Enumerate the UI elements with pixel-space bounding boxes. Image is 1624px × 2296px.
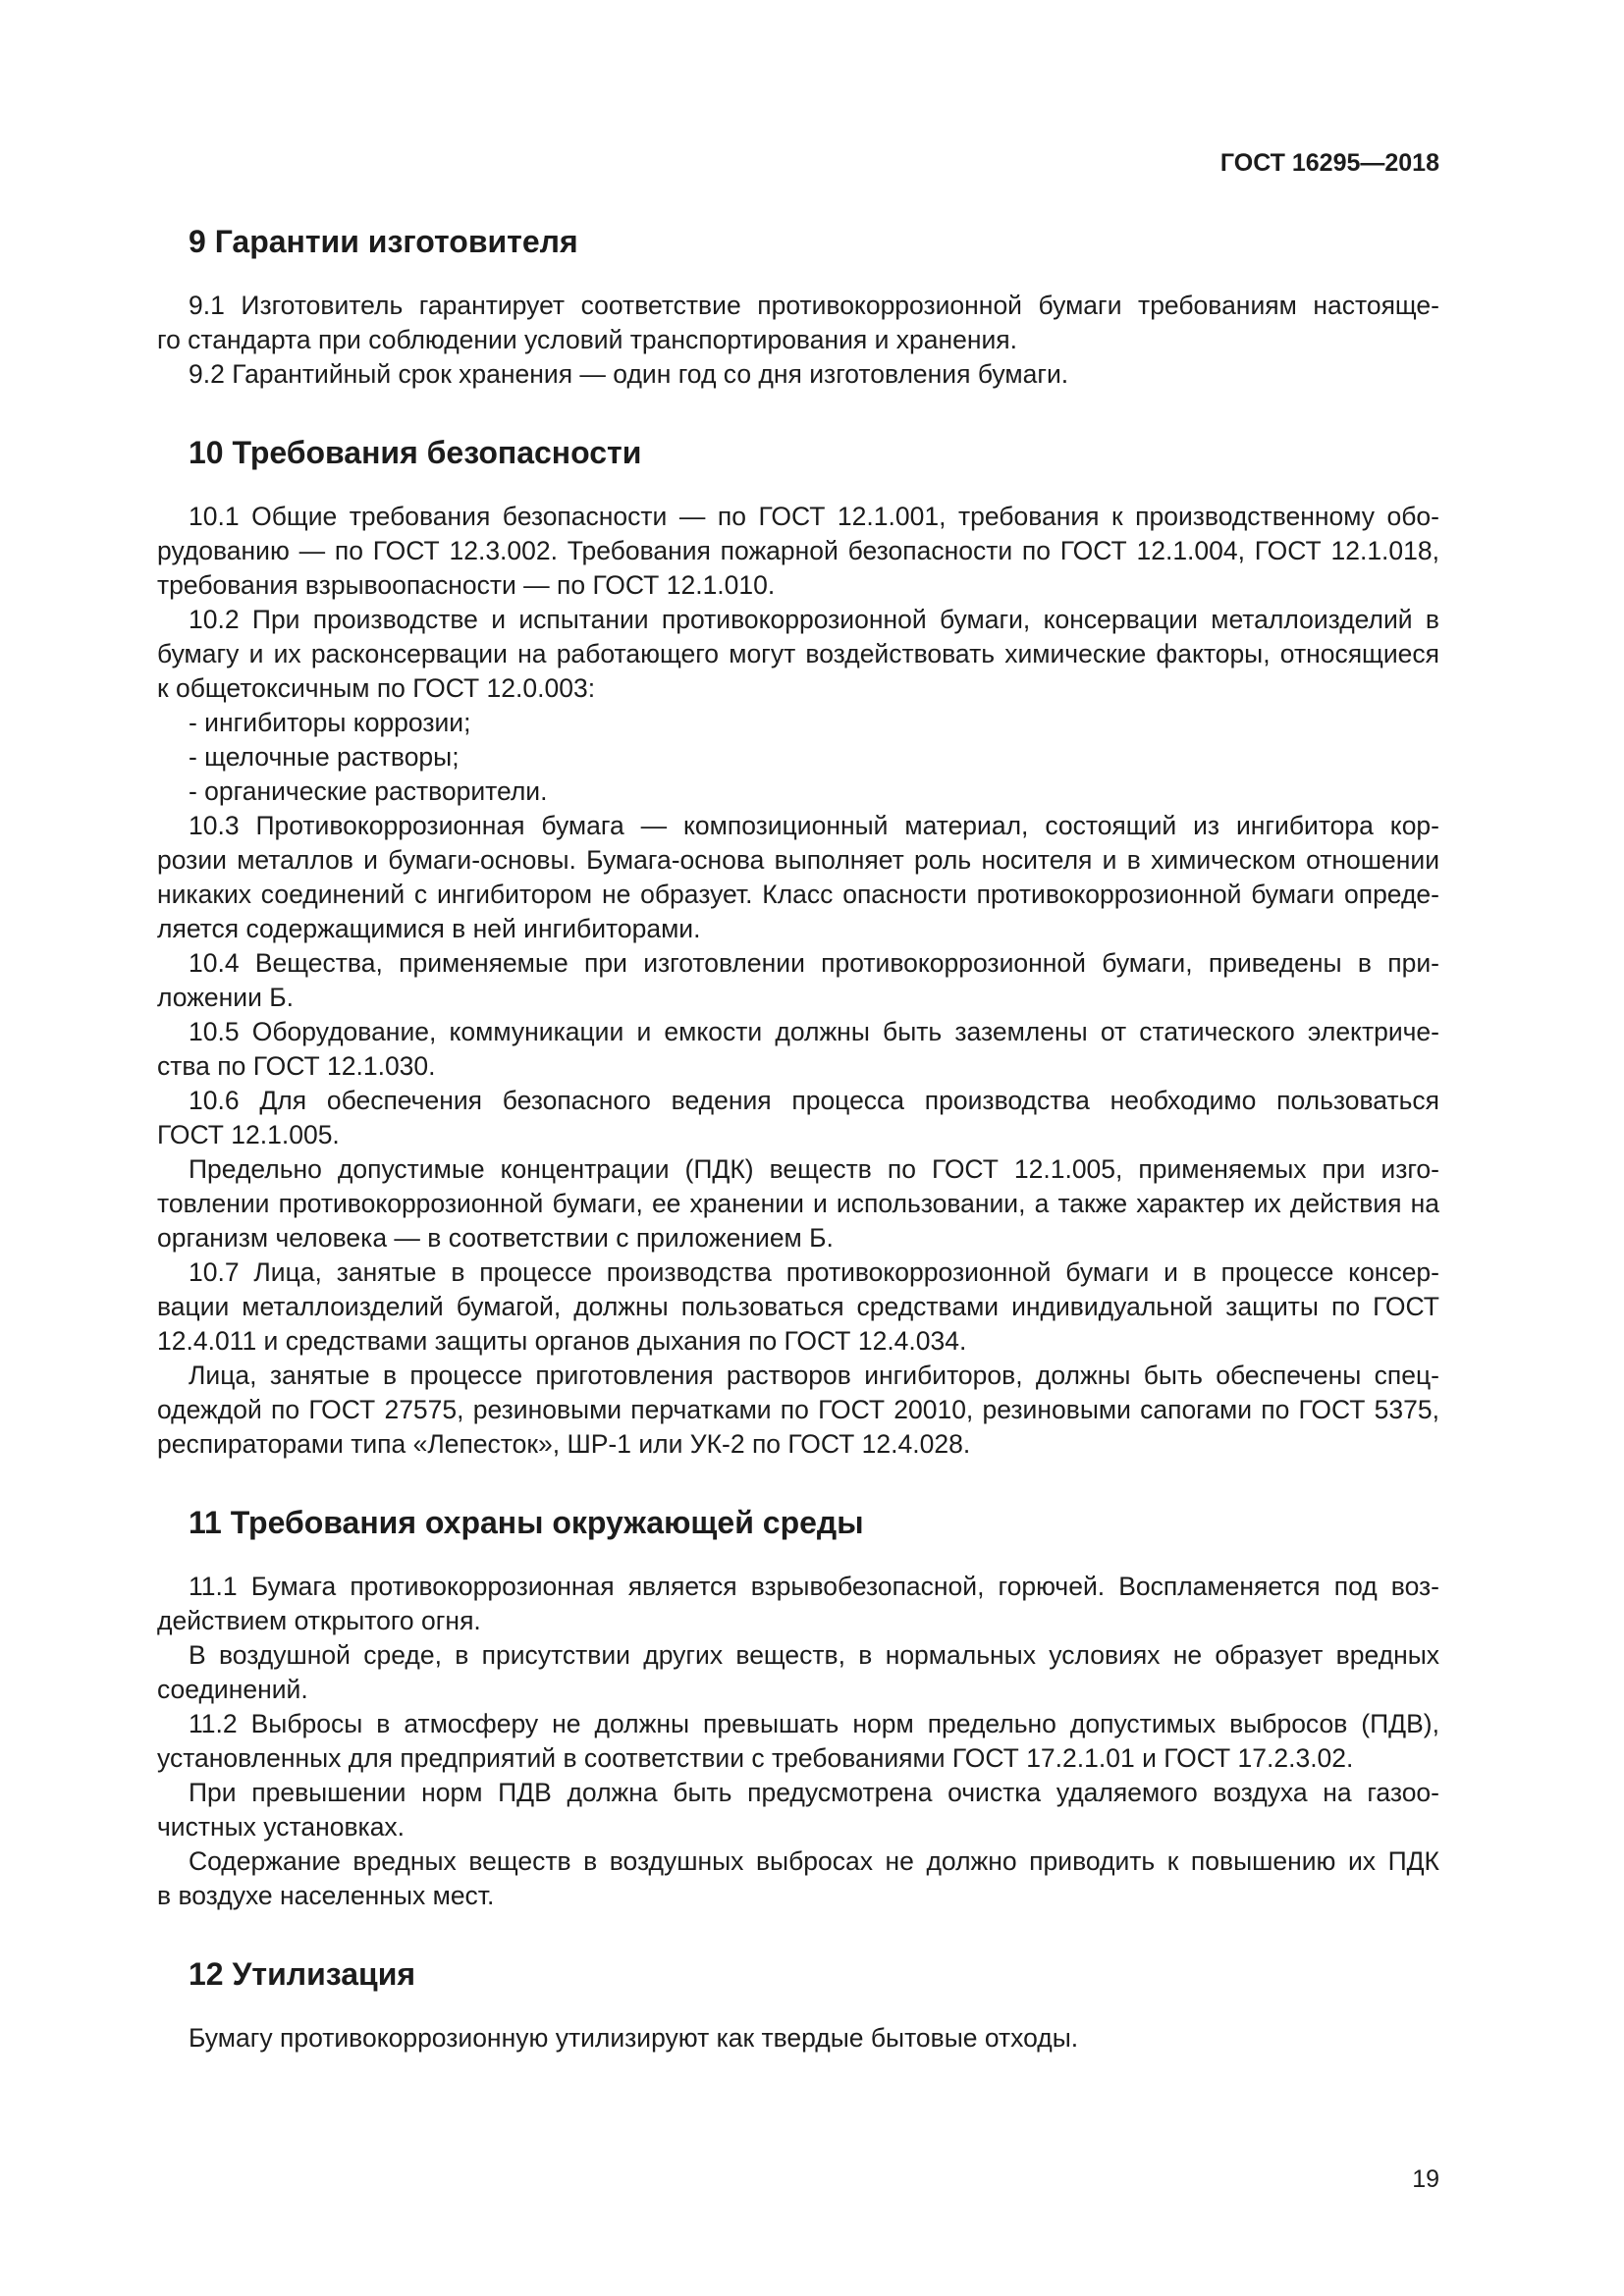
text-line: 12.4.011 и средствами защиты органов дыхания по ГОСТ 12.4.034. [157,1326,967,1356]
text-line: 10.3 Противокоррозионная бумага — композиционный материал, состоящий из ингибитора кор- [189,811,1439,840]
text-line: 10.1 Общие требования безопасности — по ГОСТ 12.1.001, требования к производственному обо- [189,502,1439,531]
text-line: Бумагу противокоррозионную утилизируют как твердые бытовые отходы. [189,2023,1079,2053]
text-line: к общетоксичным по ГОСТ 12.0.003: [157,673,596,703]
section [157,1503,1439,1913]
text-line: рудованию — по ГОСТ 12.3.002. Требования пожарной безопасности по ГОСТ 12.1.004, ГОСТ 12.1.018, [157,536,1439,565]
section [157,1954,1439,2056]
text-line: розии металлов и бумаги-основы. Бумага-основа выполняет роль носителя и в химическом отношении [157,845,1439,875]
section-heading: 11 Требования охраны окружающей среды [189,1505,864,1540]
text-line: 9.2 Гарантийный срок хранения — один год со дня изготовления бумаги. [189,359,1069,389]
text-line: в воздухе населенных мест. [157,1881,495,1910]
text-line: респираторами типа «Лепесток», ШР-1 или УК-2 по ГОСТ 12.4.028. [157,1429,971,1459]
document-code: ГОСТ 16295—2018 [1219,149,1439,177]
page-number: 19 [1412,2165,1439,2193]
text-line: ства по ГОСТ 12.1.030. [157,1051,436,1081]
text-line: Содержание вредных веществ в воздушных выбросах не должно приводить к повышению их ПДК [189,1846,1439,1876]
text-line: вации металлоизделий бумагой, должны пользоваться средствами индивидуальной защиты по ГОСТ [157,1292,1439,1321]
text-line: никаких соединений с ингибитором не образует. Класс опасности противокоррозионной бумаги опреде- [157,880,1439,909]
text-line: 9.1 Изготовитель гарантирует соответствие противокоррозионной бумаги требованиям настояще- [189,291,1439,320]
text-line: В воздушной среде, в присутствии других веществ, в нормальных условиях не образует вредных [189,1640,1439,1670]
text-line: установленных для предприятий в соответствии с требованиями ГОСТ 17.2.1.01 и ГОСТ 17.2.3.02. [157,1743,1354,1773]
text-line: соединений. [157,1675,308,1704]
text-line: ляется содержащимися в ней ингибиторами. [157,914,701,943]
text-line: 10.4 Вещества, применяемые при изготовлении противокоррозионной бумаги, приведены в при- [189,948,1439,978]
section-heading: 9 Гарантии изготовителя [189,224,578,259]
text-line: чистных установках. [157,1812,406,1842]
text-line: организм человека — в соответствии с приложением Б. [157,1223,834,1253]
text-line: бумагу и их расконсервации на работающего могут воздействовать химические факторы, относящиеся [157,639,1439,668]
text-line: 10.6 Для обеспечения безопасного ведения процесса производства необходимо пользоваться [189,1086,1439,1115]
text-line: - органические растворители. [189,776,548,806]
text-line: При превышении норм ПДВ должна быть предусмотрена очистка удаляемого воздуха на газоо- [189,1778,1439,1807]
section-heading: 12 Утилизация [189,1956,416,1992]
text-line: ГОСТ 12.1.005. [157,1120,340,1149]
section [157,222,1439,392]
text-line: Предельно допустимые концентрации (ПДК) веществ по ГОСТ 12.1.005, применяемых при изго- [189,1154,1439,1184]
text-line: 10.2 При производстве и испытании противокоррозионной бумаги, консервации металлоизделий в [189,605,1439,634]
text-line: - ингибиторы коррозии; [189,708,471,737]
document-body [157,222,1439,2097]
text-line: - щелочные растворы; [189,742,460,772]
text-line: 10.7 Лица, занятые в процессе производства противокоррозионной бумаги и в процессе консер- [189,1257,1439,1287]
text-line: товлении противокоррозионной бумаги, ее хранении и использовании, а также характер их действия на [157,1189,1439,1218]
text-line: ложении Б. [157,983,295,1012]
text-line: Лица, занятые в процессе приготовления растворов ингибиторов, должны быть обеспечены спец- [189,1361,1439,1390]
section [157,433,1439,1462]
text-line: требования взрывоопасности — по ГОСТ 12.1.010. [157,570,776,600]
section-heading: 10 Требования безопасности [189,435,642,470]
text-line: 10.5 Оборудование, коммуникации и емкости должны быть заземлены от статического электриче- [189,1017,1439,1046]
text-line: го стандарта при соблюдении условий транспортирования и хранения. [157,325,1018,354]
text-line: одеждой по ГОСТ 27575, резиновыми перчатками по ГОСТ 20010, резиновыми сапогами по ГОСТ 5375, [157,1395,1439,1424]
text-line: действием открытого огня. [157,1606,481,1635]
text-line: 11.2 Выбросы в атмосферу не должны превышать норм предельно допустимых выбросов (ПДВ), [189,1709,1439,1738]
text-line: 11.1 Бумага противокоррозионная является взрывобезопасной, горючей. Воспламеняется под воз- [189,1572,1439,1601]
